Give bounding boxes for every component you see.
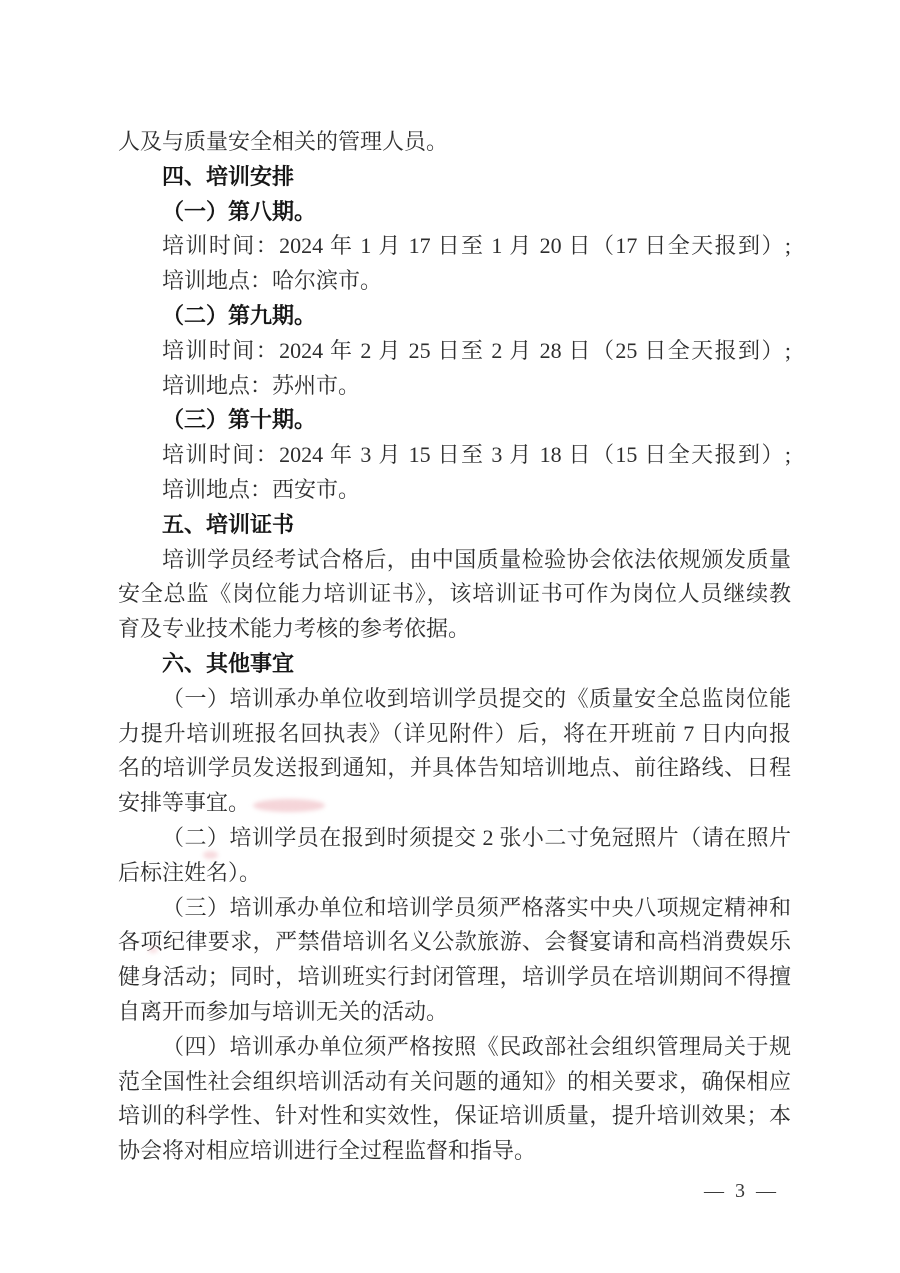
text-line: 培训地点：西安市。 — [162, 476, 361, 502]
text-line: 名的培训学员发送报到通知，并具体告知培训地点、前往路线、日程 — [118, 755, 791, 781]
text-line: 五、培训证书 — [162, 511, 295, 537]
text-line: 自离开而参加与培训无关的活动。 — [118, 998, 449, 1024]
text-line: （三）培训承办单位和培训学员须严格落实中央八项规定精神和 — [162, 894, 791, 920]
text-line: （一）培训承办单位收到培训学员提交的《质量安全总监岗位能 — [162, 685, 791, 711]
text-line: 健身活动；同时，培训班实行封闭管理，培训学员在培训期间不得擅 — [118, 964, 791, 990]
text-line: 人及与质量安全相关的管理人员。 — [118, 129, 449, 154]
text-line: 培训学员经考试合格后，由中国质量检验协会依法依规颁发质量 — [162, 546, 791, 572]
text-line: 后标注姓名）。 — [118, 859, 262, 885]
text-line: （二）第九期。 — [162, 302, 317, 328]
text-line: 范全国性社会组织培训活动有关问题的通知》的相关要求，确保相应 — [118, 1068, 791, 1094]
text-line: 安全总监《岗位能力培训证书》，该培训证书可作为岗位人员继续教 — [118, 581, 791, 607]
text-line: 力提升培训班报名回执表》（详见附件）后，将在开班前 7 日内向报 — [118, 720, 791, 746]
text-line: 培训地点：哈尔滨市。 — [162, 268, 383, 294]
document-body — [118, 125, 791, 1169]
text-line: 育及专业技术能力考核的参考依据。 — [118, 616, 471, 642]
text-line: （三）第十期。 — [162, 407, 317, 433]
text-line: 培训地点：苏州市。 — [162, 372, 361, 398]
text-line: 各项纪律要求，严禁借培训名义公款旅游、会餐宴请和高档消费娱乐 — [118, 929, 791, 955]
text-line: 培训时间：2024 年 1 月 17 日至 1 月 20 日（17 日全天报到）; — [162, 233, 791, 259]
text-line: 培训时间：2024 年 3 月 15 日至 3 月 18 日（15 日全天报到）; — [162, 442, 791, 468]
page-number: — 3 — — [704, 1180, 779, 1202]
text-line: 培训的科学性、针对性和实效性，保证培训质量，提升培训效果；本 — [118, 1103, 791, 1129]
text-line: 四、培训安排 — [162, 163, 295, 189]
text-line: 培训时间：2024 年 2 月 25 日至 2 月 28 日（25 日全天报到）; — [162, 337, 791, 363]
text-line: 协会将对相应培训进行全过程监督和指导。 — [118, 1138, 537, 1164]
text-line: （二）培训学员在报到时须提交 2 张小二寸免冠照片（请在照片 — [162, 824, 791, 850]
text-line: 安排等事宜。 — [118, 790, 251, 816]
text-line: 六、其他事宜 — [162, 650, 295, 676]
text-line: （四）培训承办单位须严格按照《民政部社会组织管理局关于规 — [162, 1033, 791, 1059]
text-line: （一）第八期。 — [162, 198, 317, 224]
